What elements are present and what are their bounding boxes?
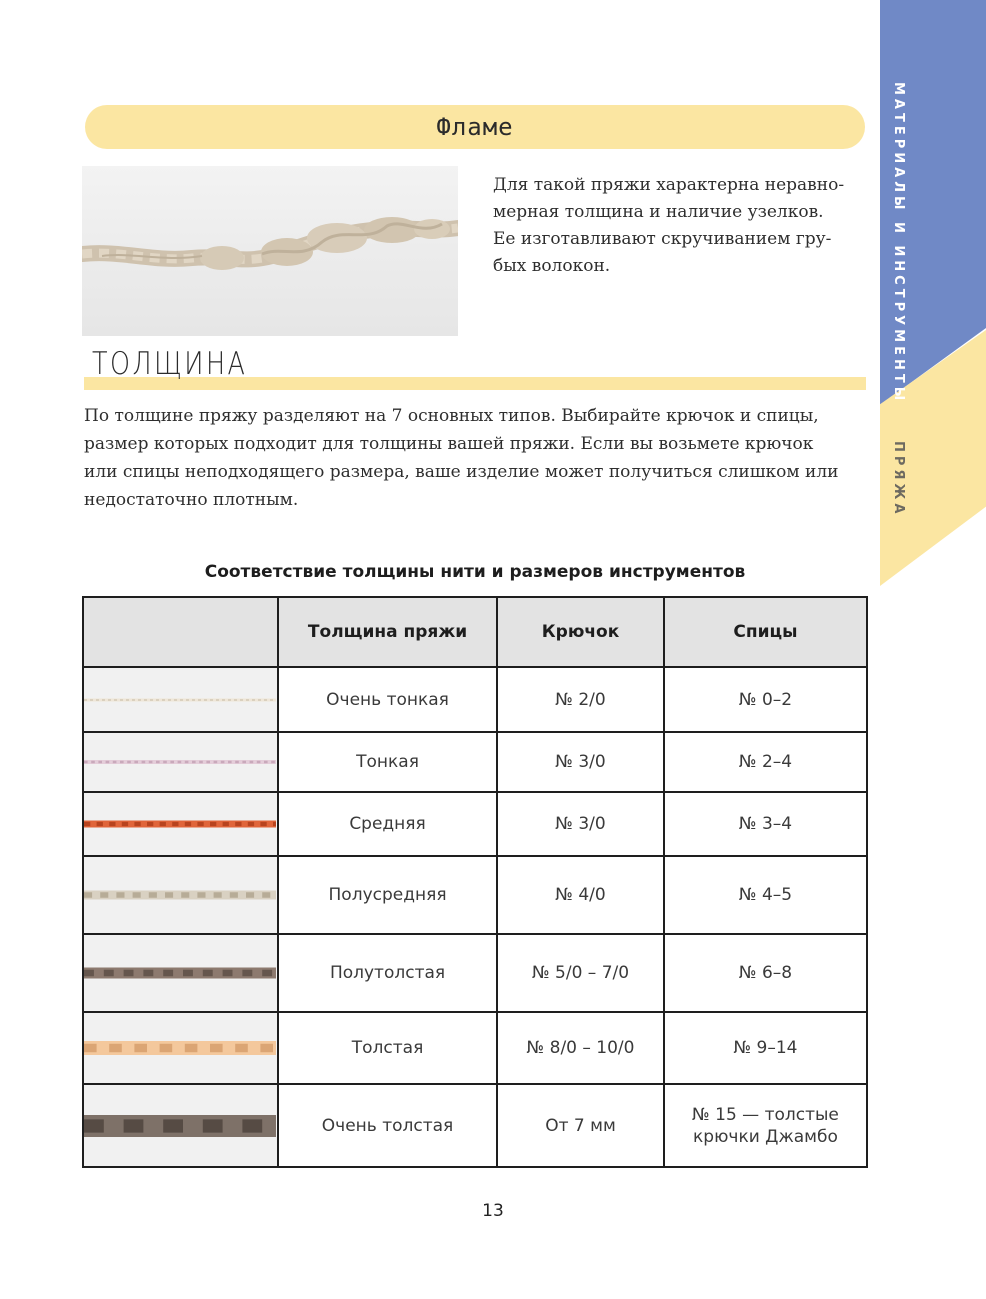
needles-cell: № 2–4 bbox=[664, 732, 867, 792]
yarn-swatch bbox=[83, 792, 278, 856]
thickness-cell: Полутолстая bbox=[278, 934, 497, 1012]
table-row bbox=[83, 1084, 867, 1167]
thickness-cell: Полусредняя bbox=[278, 856, 497, 934]
needles-cell: № 4–5 bbox=[664, 856, 867, 934]
hook-cell: № 5/0 – 7/0 bbox=[497, 934, 664, 1012]
table-row bbox=[83, 1012, 867, 1084]
hook-cell: От 7 мм bbox=[497, 1084, 664, 1167]
needles-cell: № 3–4 bbox=[664, 792, 867, 856]
thickness-cell: Толстая bbox=[278, 1012, 497, 1084]
hook-cell: № 4/0 bbox=[497, 856, 664, 934]
flame-header bbox=[85, 105, 865, 149]
header-needles: Спицы bbox=[664, 597, 867, 667]
flame-description-line: бых волокон. bbox=[493, 256, 611, 276]
yarn-swatch-image bbox=[84, 734, 276, 790]
needles-cell bbox=[664, 1084, 867, 1167]
yarn-swatch-image bbox=[84, 1086, 276, 1166]
thickness-cell: Очень толстая bbox=[278, 1084, 497, 1167]
needles-cell-line: крючки Джамбо bbox=[693, 1126, 838, 1147]
flame-description-line: Для такой пряжи характерна неравно- bbox=[493, 175, 845, 195]
thickness-text bbox=[84, 402, 854, 514]
thickness-cell: Очень тонкая bbox=[278, 667, 497, 732]
yarn-swatch bbox=[83, 667, 278, 732]
thickness-cell: Тонкая bbox=[278, 732, 497, 792]
table-row bbox=[83, 856, 867, 934]
table-header-row bbox=[83, 597, 867, 667]
flame-yarn-image bbox=[82, 166, 458, 336]
page-number: 13 bbox=[482, 1201, 504, 1221]
thickness-cell: Средняя bbox=[278, 792, 497, 856]
thickness-text-line: недостаточно плотным. bbox=[84, 490, 299, 510]
yarn-swatch-image bbox=[84, 1014, 276, 1082]
header-swatch bbox=[83, 597, 278, 667]
table-row bbox=[83, 732, 867, 792]
hook-cell: № 8/0 – 10/0 bbox=[497, 1012, 664, 1084]
yarn-swatch bbox=[83, 856, 278, 934]
header-thickness: Толщина пряжи bbox=[278, 597, 497, 667]
needles-cell: № 6–8 bbox=[664, 934, 867, 1012]
needles-cell: № 0–2 bbox=[664, 667, 867, 732]
flame-description-line: мерная толщина и наличие узелков. bbox=[493, 202, 824, 222]
yarn-swatch-image bbox=[84, 858, 276, 932]
yarn-swatch bbox=[83, 1012, 278, 1084]
yarn-swatch-image bbox=[84, 794, 276, 854]
section-tab-yarn-label: ПРЯЖА bbox=[891, 441, 906, 518]
needles-cell: № 9–14 bbox=[664, 1012, 867, 1084]
table-row bbox=[83, 792, 867, 856]
table-row bbox=[83, 667, 867, 732]
flame-description-line: Ее изготавливают скручиванием гру- bbox=[493, 229, 832, 249]
thickness-text-line: размер которых подходит для толщины вашей пряжи. Если вы возьмете крючок bbox=[84, 434, 814, 454]
yarn-swatch-image bbox=[84, 936, 276, 1010]
yarn-swatch bbox=[83, 934, 278, 1012]
yarn-swatch-image bbox=[84, 670, 276, 730]
hook-cell: № 3/0 bbox=[497, 732, 664, 792]
yarn-swatch bbox=[83, 732, 278, 792]
hook-cell: № 2/0 bbox=[497, 667, 664, 732]
table-caption: Соответствие толщины нити и размеров инструментов bbox=[204, 562, 746, 582]
flame-yarn-illustration bbox=[82, 166, 458, 336]
table-row bbox=[83, 934, 867, 1012]
yarn-swatch bbox=[83, 1084, 278, 1167]
needles-cell-line: № 15 — толстые bbox=[692, 1104, 839, 1125]
flame-title: Фламе bbox=[436, 113, 514, 141]
section-tab-materials-label: МАТЕРИАЛЫ И ИНСТРУМЕНТЫ bbox=[891, 82, 906, 405]
flame-description bbox=[493, 172, 853, 280]
header-hook: Крючок bbox=[497, 597, 664, 667]
thickness-text-line: По толщине пряжу разделяют на 7 основных типов. Выбирайте крючок и спицы, bbox=[84, 406, 819, 426]
yarn-thickness-table bbox=[82, 596, 868, 1168]
hook-cell: № 3/0 bbox=[497, 792, 664, 856]
thickness-text-line: или спицы неподходящего размера, ваше изделие может получиться слишком или bbox=[84, 462, 839, 482]
thickness-heading: ТОЛЩИНА bbox=[92, 346, 248, 382]
